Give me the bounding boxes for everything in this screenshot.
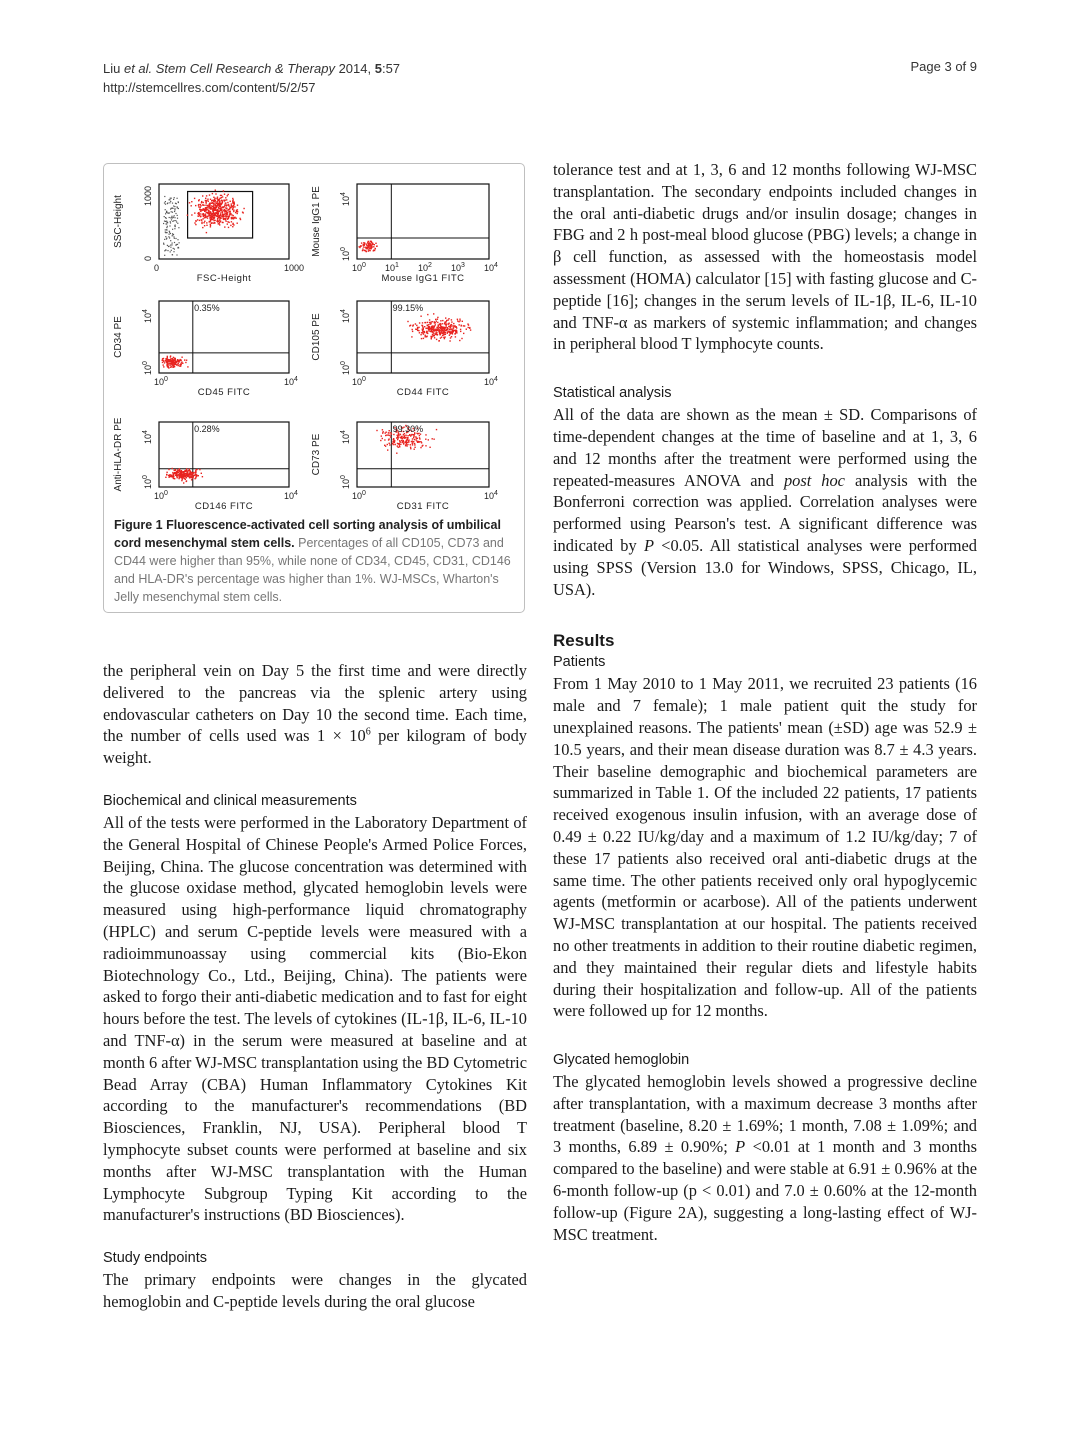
x-axis-label: Mouse IgG1 FITC — [381, 273, 465, 284]
y-tick-label: $10^0$ — [142, 361, 153, 375]
percentage-label: 0.35% — [194, 303, 220, 313]
x-tick-label: $10^4$ — [284, 376, 298, 387]
x-axis-label: CD146 FITC — [194, 501, 254, 512]
paragraph-endpoints: The primary endpoints were changes in the glycated hemoglobin and C-peptide levels during the oral glucose — [103, 1270, 527, 1311]
x-tick-label: $10^4$ — [484, 490, 498, 501]
figure-label: Figure 1 — [114, 518, 163, 532]
right-column — [553, 159, 977, 1245]
x-tick-label: $10^0$ — [352, 262, 366, 273]
heading-results: Results — [553, 631, 615, 651]
paragraph-endpoints-cont: tolerance test and at 1, 3, 6 and 12 months following WJ-MSC transplantation. The secondary endpoints included changes in the oral anti-diabetic drugs and/or insulin dosage; changes in FBG and 2 h post-meal blood glucose (PBG) levels; a change in β cell function, as assessed with the homeostasis model assessment (HOMA) calculator [15] with fasting glucose and C-peptide [16]; changes in the serum levels of IL-1β, IL-6, IL-10 and TNF-α as markers of systemic inflammation; and changes in peripheral blood T lymphocyte counts. — [553, 160, 977, 354]
x-tick-label: $10^3$ — [451, 262, 465, 273]
x-tick-label: $10^4$ — [484, 262, 498, 273]
running-header — [103, 59, 400, 97]
y-tick-label: 1000 — [143, 185, 153, 206]
y-axis-label: CD73 PE — [311, 433, 322, 476]
y-tick-label: 0 — [143, 255, 153, 261]
heading-statistical: Statistical analysis — [553, 385, 672, 402]
heading-biochemical: Biochemical and clinical measurements — [103, 792, 357, 809]
citation-line: Liu et al. Stem Cell Research & Therapy 2014, 5:57 — [103, 61, 401, 76]
x-tick-label: $10^2$ — [418, 262, 432, 273]
y-axis-label: Anti-HLA-DR PE — [113, 417, 124, 492]
y-tick-label: $10^4$ — [340, 430, 351, 444]
figure-1 — [103, 163, 525, 613]
percentage-label: 99.30% — [392, 424, 424, 434]
x-tick-label: $10^1$ — [385, 262, 399, 273]
y-axis-label: Mouse IgG1 PE — [311, 186, 322, 257]
percentage-label: 99.15% — [392, 303, 424, 313]
y-tick-label: $10^0$ — [340, 247, 351, 261]
left-column — [103, 660, 527, 1313]
plot-frame — [357, 184, 489, 259]
y-axis-label: SSC-Height — [113, 195, 124, 248]
y-tick-label: $10^0$ — [340, 361, 351, 375]
figure-title: Fluorescence-activated cell sorting analysis of umbilical cord mesenchymal stem cells. — [114, 518, 501, 550]
event-dots — [359, 241, 378, 253]
paragraph-glycated: The glycated hemoglobin levels showed a progressive decline after transplantation, with a maximum decrease 3 months after treatment (baseline, 8.20 ± 1.69%; 1 month, 7.08 ± 1.09%; and 3 months, 6.89 ± 0.90%; P <0.01 at 1 month and 3 months compared to the baseline) and were stable at 6.91 ± 0.96% at the 6-month follow-up (p < 0.01) and 7.0 ± 0.60% at the 12-month follow-up (Figure 2A), suggesting a long-lasting effect of WJ-MSC treatment. — [553, 1072, 978, 1244]
paragraph-biochemical: All of the tests were performed in the Laboratory Department of the General Hospital of Chinese People's Armed Police Forces, Beijing, China. The glucose concentration was determined with the glucose oxidase method, glycated hemoglobin levels were measured using high-performance liquid chromatography (HPLC) and serum C-peptide levels were measured with a radioimmunoassay using commercial kits (Bio-Ekon Biotechnology Co., Ltd., Beijing, China). The patients were asked to forgo their anti-diabetic medication and to fast for eight hours before the test. The levels of cytokines (IL-1β, IL-6, IL-10 and TNF-α) in the serum were measured at baseline and at month 6 after WJ-MSC transplantation using the BD Cytometric Bead Array (CBA) Human Inflammatory Cytokines Kit according to the manufacturer's recommendations (BD Biosciences, Franklin, NJ, USA). Peripheral blood T lymphocyte subset counts were performed at baseline and six months after WJ-MSC transplantation with the Human Lymphocyte Subgroup Typing Kit according to the manufacturer's instructions (BD Biosciences). — [103, 812, 527, 1225]
heading-glycated: Glycated hemoglobin — [553, 1052, 690, 1069]
article-url[interactable]: http://stemcellres.com/content/5/2/57 — [103, 80, 316, 95]
x-axis-label: CD31 FITC — [396, 501, 450, 512]
figure-description: Percentages of all CD105, CD73 and CD44 were higher than 95%, while none of CD34, CD45, CD31, CD146 and HLA-DR's percentage was higher than 1%. WJ-MSCs, Wharton's Jelly mesenchymal stem cells. — [114, 536, 511, 604]
x-tick-label: $10^0$ — [154, 490, 168, 501]
y-tick-label: $10^0$ — [142, 475, 153, 489]
x-tick-label: 1000 — [284, 263, 305, 273]
x-tick-label: $10^4$ — [284, 490, 298, 501]
x-tick-label: $10^0$ — [352, 376, 366, 387]
x-tick-label: $10^4$ — [484, 376, 498, 387]
event-dots — [163, 190, 245, 256]
y-axis-label: CD34 PE — [113, 316, 124, 358]
x-axis-label: FSC-Height — [196, 273, 252, 284]
paragraph-patients: From 1 May 2010 to 1 May 2011, we recruited 23 patients (16 male and 7 female); 1 male patient quit the study for unexplained reasons. The patients' mean (±SD) age was 52.9 ± 10.5 years, and their mean disease duration was 8.7 ± 4.3 years. Their baseline demographic and biochemical parameters are summarized in Table 1. Of the included 22 patients, 17 patients received exogenous insulin infusion, with an average dose of 0.49 ± 0.22 IU/kg/day and a maximum of 1.2 IU/kg/day; 7 of these 17 patients also received oral anti-diabetic drugs at the same time. The other patients received only oral hypoglycemic agents (metformin or acarbose). All of the patients underwent WJ-MSC transplantation at our hospital. The patients received no other treatments in addition to their routine diabetic regimen, and they maintained their regular diets and lifestyle habits during their hospitalization and follow-up. All of the patients were followed up for 12 months. — [553, 674, 977, 1021]
x-axis-label: CD44 FITC — [396, 387, 450, 398]
facs-plots — [104, 164, 524, 514]
y-tick-label: $10^4$ — [142, 309, 153, 323]
heading-endpoints: Study endpoints — [103, 1250, 207, 1267]
event-dots — [162, 355, 189, 368]
x-tick-label: 0 — [154, 263, 160, 273]
x-tick-label: $10^0$ — [352, 490, 366, 501]
event-dots — [407, 313, 471, 342]
y-axis-label: CD105 PE — [311, 313, 322, 361]
y-tick-label: $10^0$ — [340, 475, 351, 489]
y-tick-label: $10^4$ — [142, 430, 153, 444]
paragraph-statistical: All of the data are shown as the mean ± SD. Comparisons of time-dependent changes at the time of baseline and at 1, 3, 6 and 12 months after the treatment were performed using the repeated-measures ANOVA and post hoc analysis with the Bonferroni correction was applied. Correlation analyses were performed using Pearson's test. A significant difference was indicated by P <0.05. All statistical analyses were performed using SPSS (Version 13.0 for Windows, SPSS, Chicago, IL, USA). — [553, 405, 977, 599]
x-axis-label: CD45 FITC — [197, 387, 251, 398]
page-number: Page 3 of 9 — [910, 59, 977, 74]
x-tick-label: $10^0$ — [154, 376, 168, 387]
event-dots — [165, 468, 203, 484]
paragraph-cells: the peripheral vein on Day 5 the first time and were directly delivered to the pancreas via the splenic artery using endovascular catheters on Day 10 the second time. Each time, the number of cells used was $1 \times 10^6$ per kilogram of body weight. — [103, 661, 527, 768]
y-tick-label: $10^4$ — [340, 309, 351, 323]
figure-caption — [114, 516, 516, 606]
y-tick-label: $10^4$ — [340, 192, 351, 206]
percentage-label: 0.28% — [194, 424, 220, 434]
heading-patients: Patients — [553, 654, 606, 671]
